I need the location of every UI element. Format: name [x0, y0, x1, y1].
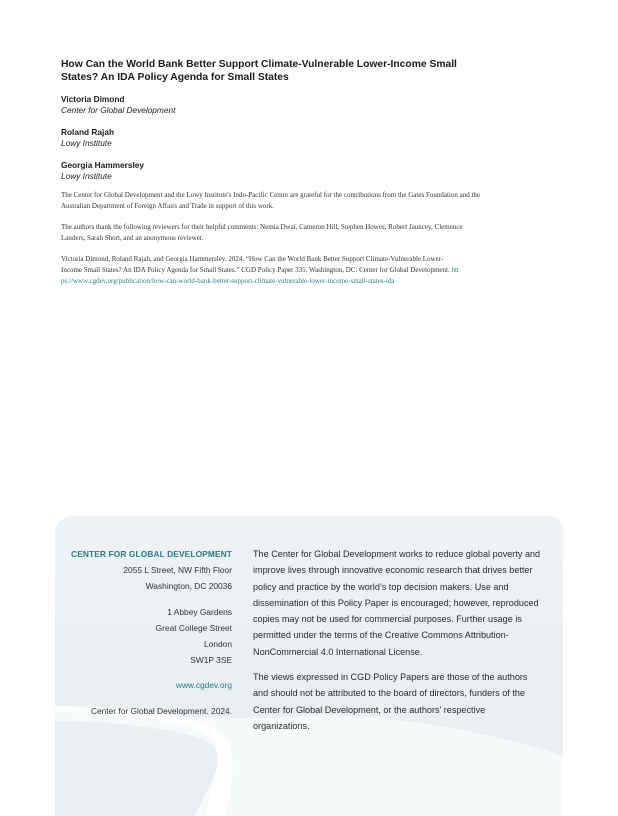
paper-title: How Can the World Bank Better Support Climate-Vulnerable Lower-Income Small States? An IDA Policy Agenda for Small States — [61, 59, 457, 83]
acknowledgement-text: The Center for Global Development and the Lowy Institute's Indo-Pacific Centre are grateful for the contributions from the Gates Foundation and the Australian Department of Foreign Affairs and Trade in support of this work. — [61, 191, 480, 210]
citation — [61, 254, 461, 286]
author-affiliation: Lowy Institute — [61, 138, 112, 148]
citation-text: Victoria Dimond, Roland Rajah, and Georgia Hammersley. 2024. “How Can the World Bank Better Support Climate-Vulnerable Lower-Income Small States? An IDA Policy Agenda for Small States.” CGD Policy Paper 335. Washington, DC: Center for Global Development. — [61, 255, 450, 274]
website-link[interactable]: www.cgdev.org — [175, 680, 232, 691]
acknowledgement-funding — [61, 190, 481, 212]
author-3 — [61, 160, 361, 182]
author-affiliation: Lowy Institute — [61, 171, 112, 181]
author-affiliation: Center for Global Development — [61, 105, 176, 115]
author-name: Roland Rajah — [61, 127, 115, 137]
org-name: CENTER FOR GLOBAL DEVELOPMENT — [71, 549, 232, 559]
citation-link[interactable]: https://www.cgdev.org/publication/how-can-world-bank-better-support-climate-vulnerable-lower-income-small-states-ida — [61, 265, 459, 285]
dc-address-line: Washington, DC 20036 — [145, 581, 232, 592]
london-address-line: London — [204, 639, 232, 650]
acknowledgement-text: The authors thank the following reviewers for their helpful comments: Nemia Dwai, Cameron Hill, Stephen Howes, Robert Jauncey, Clemence Landers, Sarah Short, and an anonymous reviewer. — [61, 223, 463, 242]
disclaimer-text: The views expressed in CGD Policy Papers are those of the authors and should not be attributed to the board of directors, funders of the Center for Global Development, or the authors’ respective organizations. — [253, 672, 528, 731]
license-text: The Center for Global Development works to reduce global poverty and improve lives through innovative economic research that drives better policy and practice by the world’s top decision makers. Use and dissemination of this Policy Paper is encouraged; however, reproduced copies may not be used for commercial purposes. Further usage is permitted under the terms of the Creative Commons Attribution-NonCommercial 4.0 International License. — [253, 549, 541, 657]
license-column — [253, 546, 543, 743]
author-1 — [61, 94, 361, 116]
author-2 — [61, 127, 361, 149]
author-name: Victoria Dimond — [61, 94, 125, 104]
contact-column — [55, 546, 232, 719]
author-name: Georgia Hammersley — [61, 160, 145, 170]
acknowledgement-reviewers — [61, 222, 481, 244]
london-address-line: SW1P 3SE — [190, 655, 232, 666]
london-address-line: Great College Street — [155, 622, 232, 633]
london-address-line: 1 Abbey Gardens — [167, 606, 232, 617]
copyright-text: Center for Global Development. 2024. — [90, 705, 232, 716]
dc-address-line: 2055 L Street, NW Fifth Floor — [123, 565, 232, 576]
footer-panel — [55, 516, 563, 816]
